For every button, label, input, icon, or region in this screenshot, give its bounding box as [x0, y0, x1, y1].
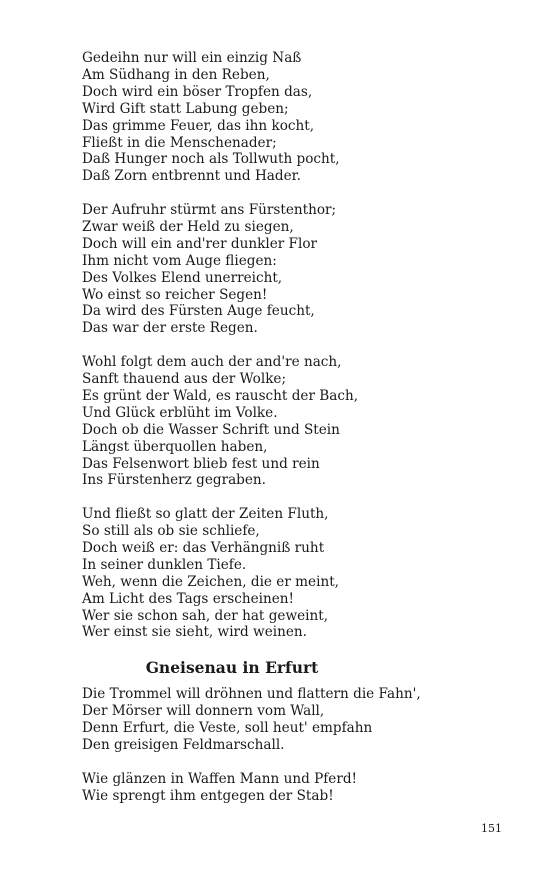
verse-line: Doch ob die Wasser Schrift und Stein — [82, 421, 340, 438]
verse-line: Des Volkes Elend unerreicht, — [82, 269, 283, 286]
verse-line: Die Trommel will dröhnen und flattern die Fahn', — [82, 686, 421, 703]
verse-line: Ihm nicht vom Auge fliegen: — [82, 252, 277, 269]
verse-line: Da wird des Fürsten Auge feucht, — [82, 303, 315, 320]
verse-line: Am Licht des Tags erscheinen! — [82, 590, 295, 607]
verse-line: Fließt in die Menschenader; — [82, 134, 277, 151]
verse-line: Sanft thauend aus der Wolke; — [82, 371, 287, 387]
verse-line: Längst überquollen haben, — [82, 438, 268, 455]
page-body — [82, 50, 482, 821]
page-number: 151 — [481, 822, 502, 835]
verse-line: So still als ob sie schliefe, — [82, 523, 260, 540]
verse-line: Wie sprengt ihm entgegen der Stab! — [82, 787, 334, 804]
verse-line: Und Glück erblüht im Volke. — [82, 404, 278, 421]
stanza — [82, 771, 482, 805]
verse-line: Und fließt so glatt der Zeiten Fluth, — [82, 506, 329, 523]
verse-line: Am Südhang in den Reben, — [82, 66, 270, 83]
verse-line: Wer einst sie sieht, wird weinen. — [82, 624, 307, 641]
stanza — [82, 202, 482, 337]
verse-line: Das grimme Feuer, das ihn kocht, — [82, 117, 315, 134]
verse-line: Denn Erfurt, die Veste, soll heut' empfahn — [82, 720, 373, 736]
poem-title: Gneisenau in Erfurt — [145, 658, 319, 678]
verse-line: Wo einst so reicher Segen! — [82, 286, 268, 303]
verse-line: Ins Fürstenherz gegraben. — [82, 472, 267, 489]
verse-line: Wohl folgt dem auch der and're nach, — [82, 354, 342, 371]
verse-line: Der Mörser will donnern vom Wall, — [82, 703, 325, 720]
poem-second — [82, 686, 482, 804]
verse-line: Daß Hunger noch als Tollwuth pocht, — [82, 151, 340, 168]
verse-line: Doch weiß er: das Verhängniß ruht — [82, 539, 325, 556]
stanza — [82, 354, 482, 489]
verse-line: Wird Gift statt Labung geben; — [82, 100, 289, 117]
verse-line: Zwar weiß der Held zu siegen, — [82, 218, 294, 235]
stanza — [82, 686, 482, 754]
stanza — [82, 506, 482, 641]
verse-line: Das war der erste Regen. — [82, 320, 258, 337]
verse-line: Doch will ein and'rer dunkler Flor — [82, 235, 318, 252]
verse-line: Daß Zorn entbrennt und Hader. — [82, 168, 301, 185]
verse-line: Es grünt der Wald, es rauscht der Bach, — [82, 387, 359, 404]
verse-line: Wie glänzen in Waffen Mann und Pferd! — [82, 770, 358, 787]
poem-first — [82, 50, 482, 641]
verse-line: In seiner dunklen Tiefe. — [82, 556, 247, 573]
stanza — [82, 50, 482, 185]
verse-line: Gedeihn nur will ein einzig Naß — [82, 50, 302, 66]
verse-line: Das Felsenwort blieb fest und rein — [82, 455, 320, 472]
verse-line: Weh, wenn die Zeichen, die er meint, — [82, 573, 339, 590]
verse-line: Den greisigen Feldmarschall. — [82, 736, 285, 753]
verse-line: Der Aufruhr stürmt ans Fürstenthor; — [82, 202, 337, 219]
verse-line: Wer sie schon sah, der hat geweint, — [82, 607, 329, 624]
verse-line: Doch wird ein böser Tropfen das, — [82, 83, 313, 100]
